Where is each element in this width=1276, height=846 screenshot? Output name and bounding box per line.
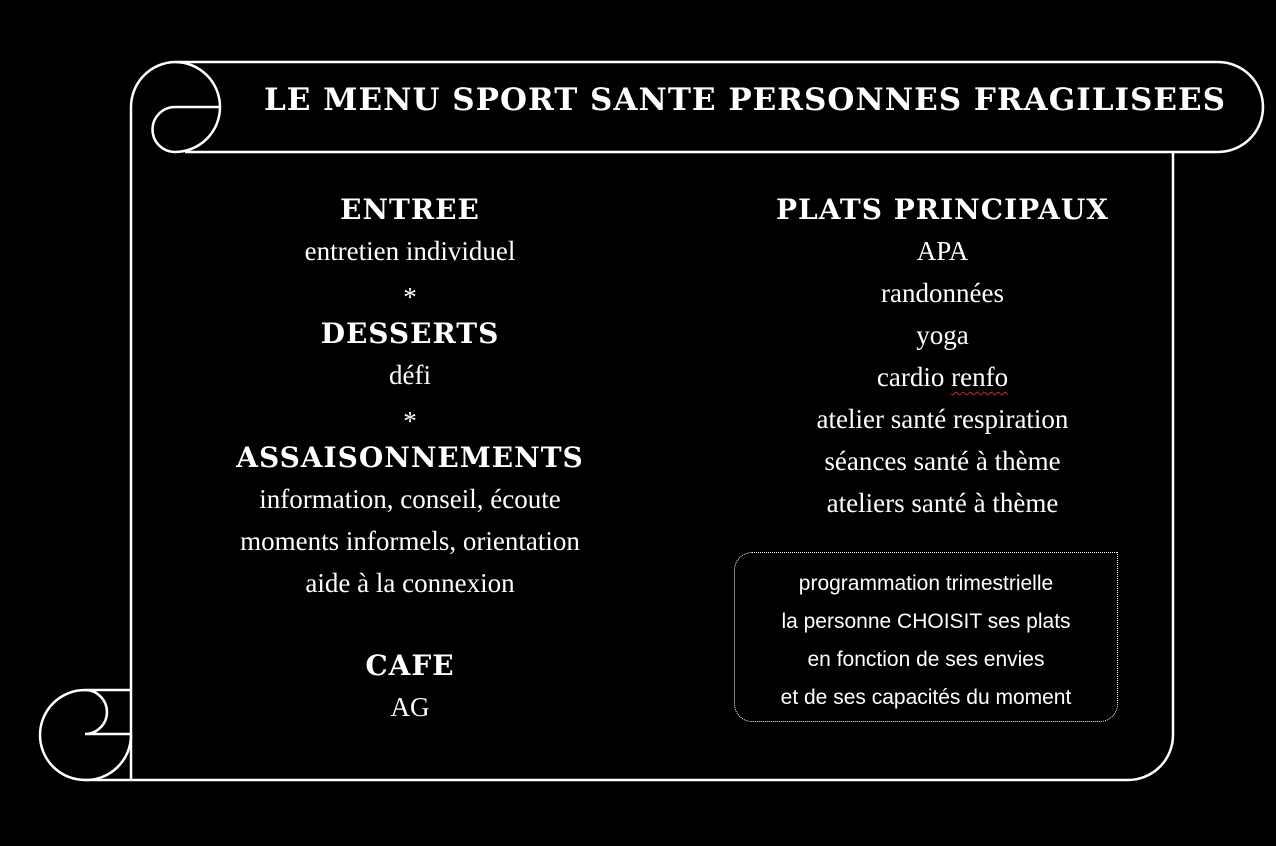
menu-item: atelier santé respiration [816,404,1069,434]
right-column [730,190,1155,524]
menu-item: APA [916,236,969,266]
separator-star: * [403,282,417,312]
note-line: programmation trimestrielle [798,572,1054,595]
menu-item-word: cardio [876,362,945,392]
top-curl [153,62,220,152]
note-line: en fonction de ses envies [807,648,1045,671]
scroll-left-edge [131,62,175,780]
page-title: LE MENU SPORT SANTE PERSONNES FRAGILISEES [263,82,1227,118]
menu-item: ateliers santé à thème [826,488,1059,518]
menu-item-cardio-renfo [730,356,1155,398]
note-line: la personne CHOISIT ses plats [781,610,1071,633]
menu-item: aide à la connexion [305,568,515,598]
programming-note-box [734,552,1118,722]
heading-desserts: DESSERTS [320,317,500,350]
heading-plats-principaux: PLATS PRINCIPAUX [775,193,1110,226]
menu-item: défi [389,360,431,390]
menu-item: AG [390,692,430,722]
menu-item: séances santé à thème [824,446,1061,476]
menu-item: entretien individuel [304,236,516,266]
misspelled-word: renfo [951,362,1009,392]
bottom-curl [40,690,131,780]
menu-item: yoga [916,320,969,350]
menu-item: information, conseil, écoute [259,484,561,514]
left-column [195,190,625,728]
menu-item: moments informels, orientation [240,526,580,556]
note-line: et de ses capacités du moment [780,686,1072,709]
heading-assaisonnements: ASSAISONNEMENTS [236,441,584,474]
menu-item: randonnées [881,278,1004,308]
heading-cafe: CAFE [365,649,455,682]
separator-star: * [403,406,417,436]
heading-entree: ENTREE [340,193,480,226]
